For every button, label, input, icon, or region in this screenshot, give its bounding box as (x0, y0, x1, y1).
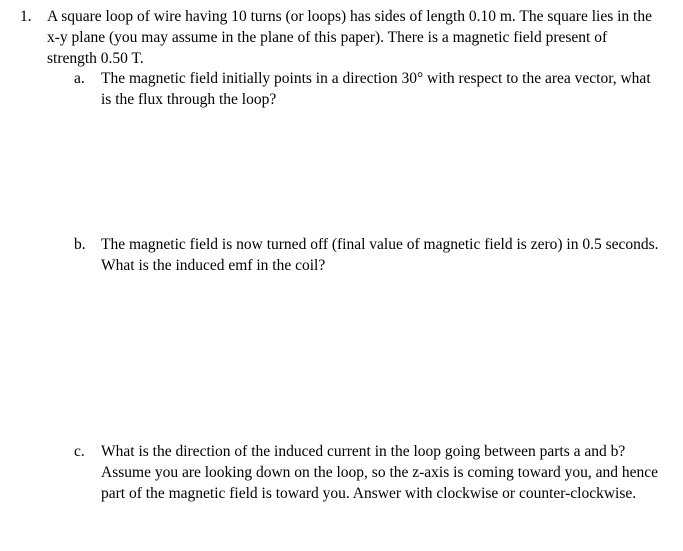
part-c-letter: c. (74, 443, 85, 460)
question-stem: A square loop of wire having 10 turns (or loops) has sides of length 0.10 m. The square lies in the x-y plane (you may assume in the plane of this paper). There is a magnetic field present of strength 0.50 T. (47, 8, 652, 67)
part-b-letter: b. (74, 236, 86, 253)
part-a-text: The magnetic field initially points in a direction 30° with respect to the area vector, what is the flux through the loop? (101, 70, 651, 108)
part-c (74, 441, 664, 504)
question-1 (20, 6, 660, 69)
part-b-text: The magnetic field is now turned off (final value of magnetic field is zero) in 0.5 seconds. What is the induced emf in the coil? (101, 236, 659, 274)
part-c-text: What is the direction of the induced current in the loop going between parts a and b? Assume you are looking down on the loop, so the z-axis is coming toward you, and hence part of the magnetic field is toward you. Answer with clockwise or counter-clockwise. (101, 443, 659, 502)
question-number: 1. (20, 8, 32, 25)
part-a (74, 68, 664, 110)
part-b (74, 234, 664, 276)
part-a-letter: a. (74, 70, 85, 87)
